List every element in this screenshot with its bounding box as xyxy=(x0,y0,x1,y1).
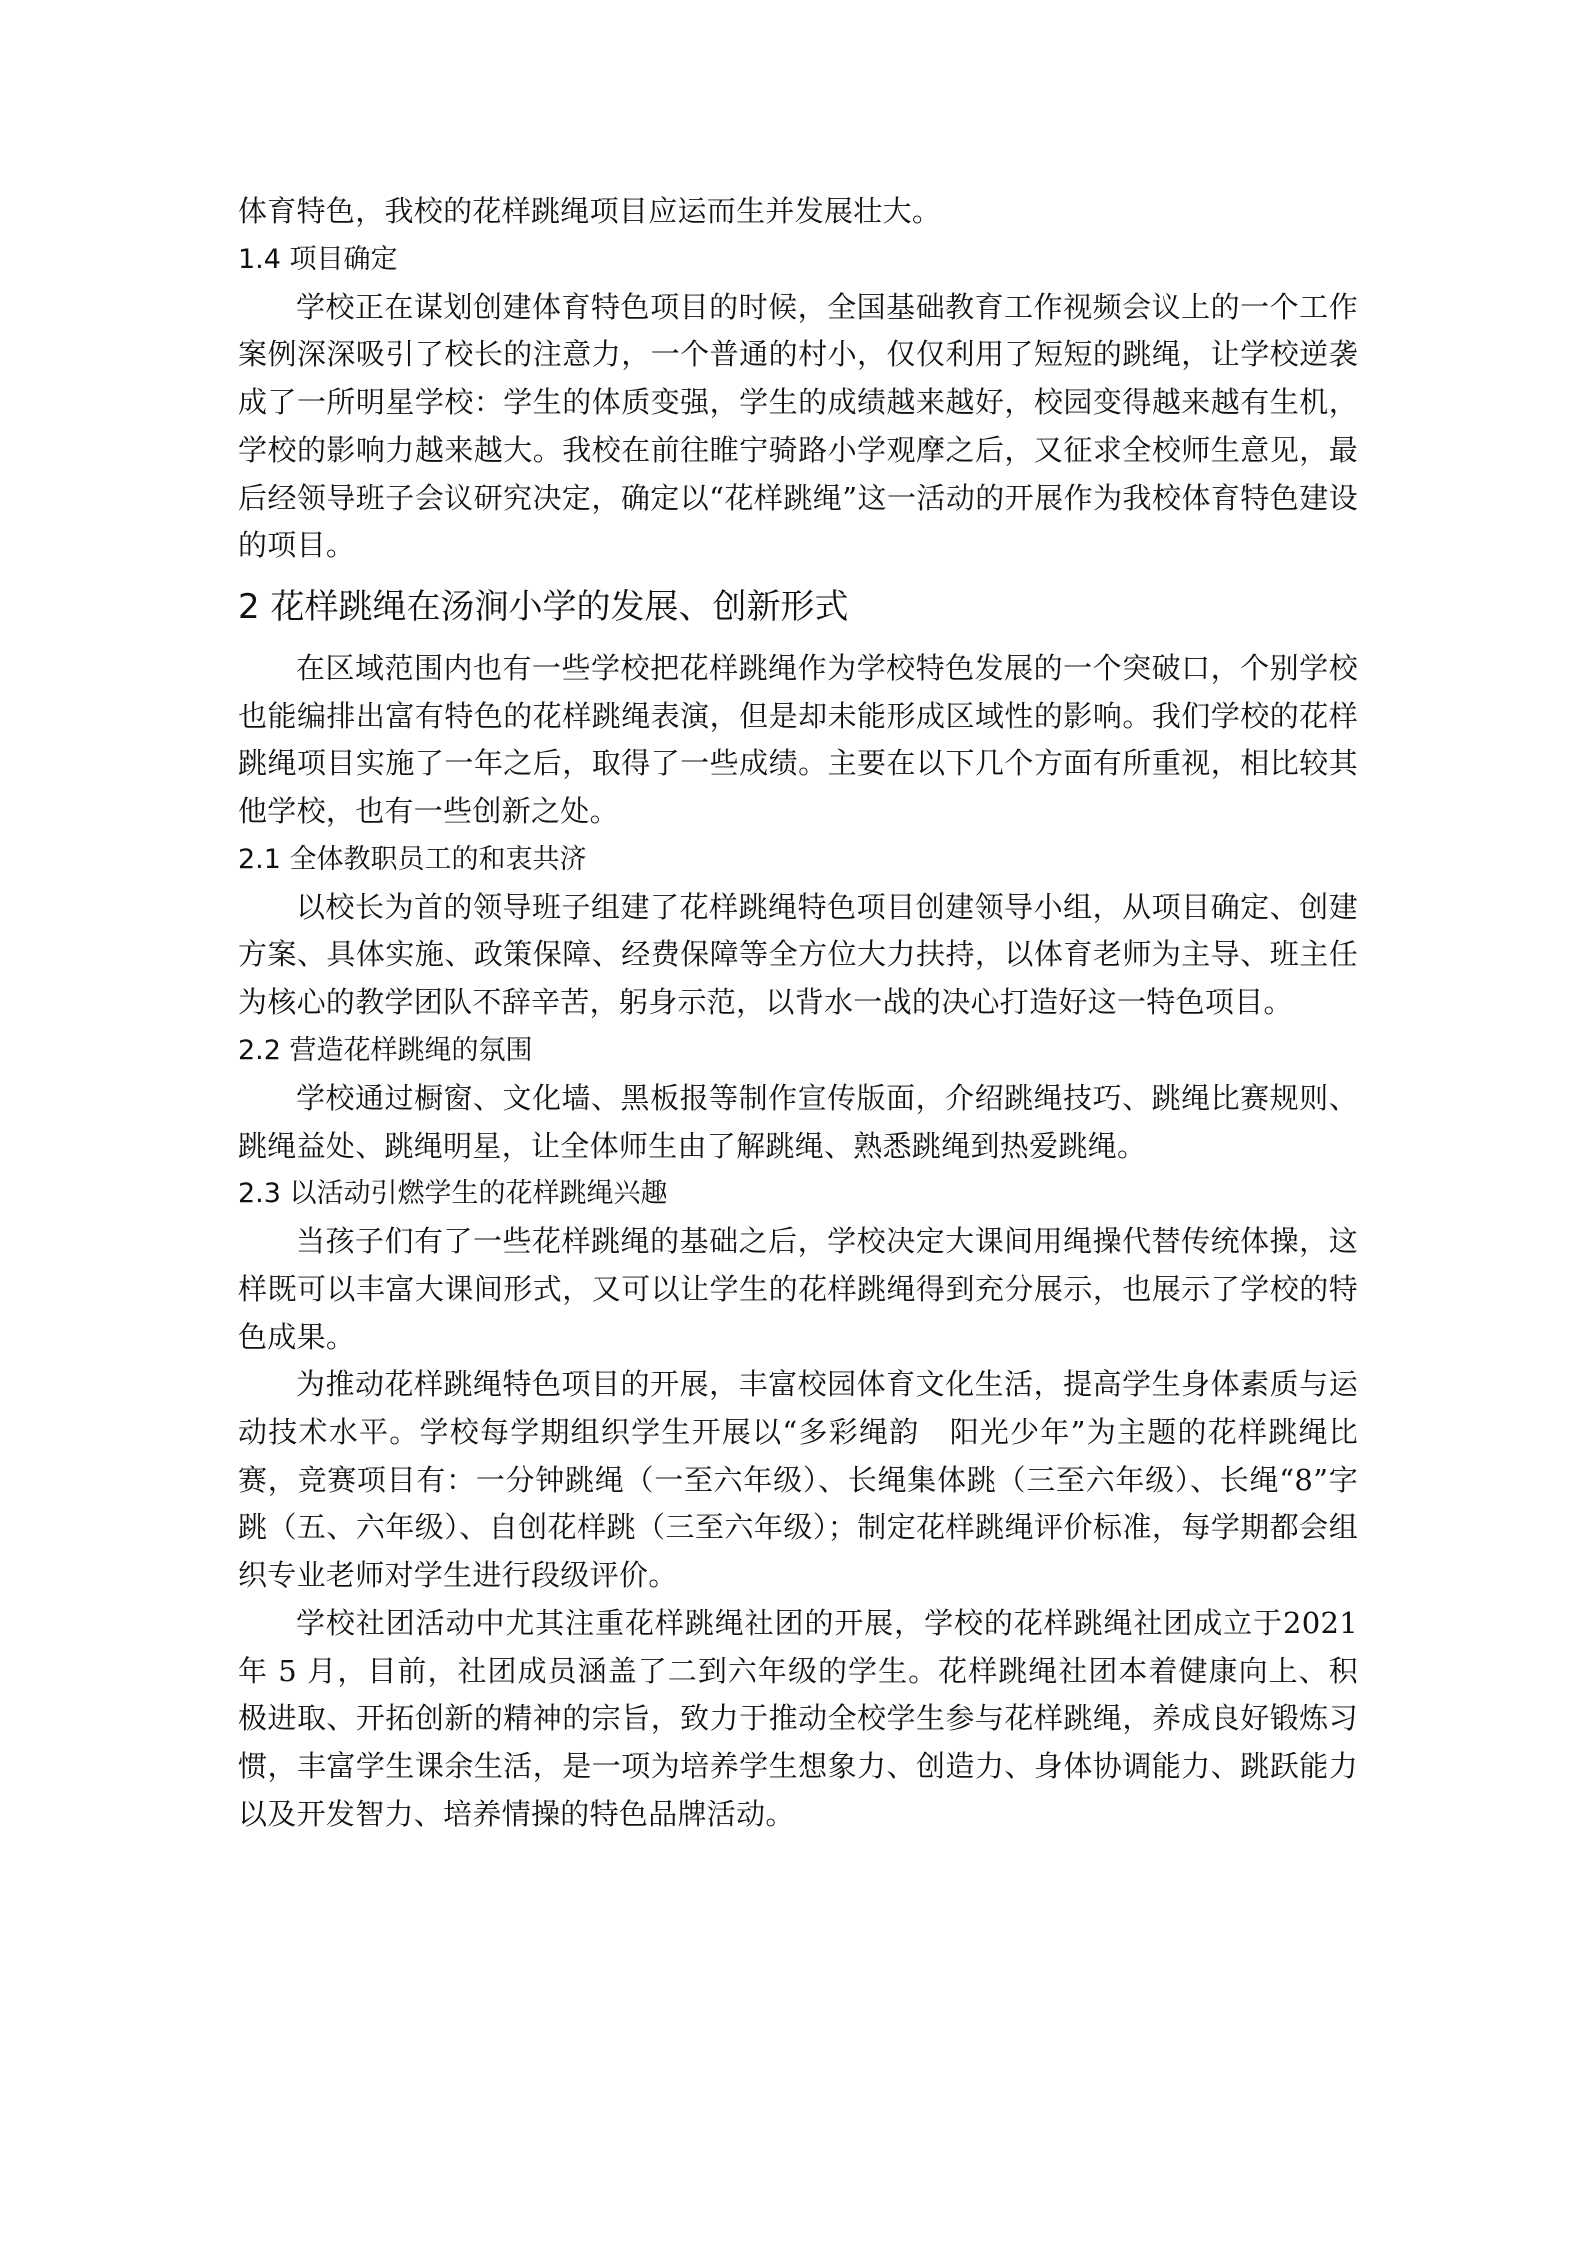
section-2-1-paragraph: 以校长为首的领导班子组建了花样跳绳特色项目创建领导小组，从项目确定、创建方案、具体实施、政策保障、经费保障等全方位大力扶持，以体育老师为主导、班主任为核心的教学团队不辞辛苦，躬身示范，以背水一战的决心打造好这一特色项目。 xyxy=(238,889,1358,1020)
section-1-4-paragraph: 学校正在谋划创建体育特色项目的时候，全国基础教育工作视频会议上的一个工作案例深深吸引了校长的注意力，一个普通的村小，仅仅利用了短短的跳绳，让学校逆袭成了一所明星学校：学生的体质变强，学生的成绩越来越好，校园变得越来越有生机，学校的影响力越来越大。我校在前往睢宁骑路小学观摩之后，又征求全校师生意见，最后经领导班子会议研究决定，确定以“花样跳绳”这一活动的开展作为我校体育特色建设的项目。 xyxy=(238,289,1358,563)
section-2-3-paragraph-2: 为推动花样跳绳特色项目的开展，丰富校园体育文化生活，提高学生身体素质与运动技术水平。学校每学期组织学生开展以“多彩绳韵 阳光少年”为主题的花样跳绳比赛，竞赛项目有：一分钟跳绳（一至六年级）、长绳集体跳（三至六年级）、长绳“8”字跳（五、六年级）、自创花样跳（三至六年级）；制定花样跳绳评价标准，每学期都会组织专业老师对学生进行段级评价。 xyxy=(238,1367,1358,1593)
section-2-paragraph: 在区域范围内也有一些学校把花样跳绳作为学校特色发展的一个突破口，个别学校也能编排出富有特色的花样跳绳表演，但是却未能形成区域性的影响。我们学校的花样跳绳项目实施了一年之后，取得了一些成绩。主要在以下几个方面有所重视，相比较其他学校，也有一些创新之处。 xyxy=(238,650,1358,829)
section-2-3-paragraph-1: 当孩子们有了一些花样跳绳的基础之后，学校决定大课间用绳操代替传统体操，这样既可以丰富大课间形式，又可以让学生的花样跳绳得到充分展示，也展示了学校的特色成果。 xyxy=(238,1224,1358,1354)
section-2-3-heading: 2.3 以活动引燃学生的花样跳绳兴趣 xyxy=(238,1178,668,1210)
section-1-4-heading: 1.4 项目确定 xyxy=(238,243,398,275)
section-2-2-heading: 2.2 营造花样跳绳的氛围 xyxy=(238,1034,533,1066)
section-2-3-paragraph-3: 学校社团活动中尤其注重花样跳绳社团的开展，学校的花样跳绳社团成立于2021 年 5 月，目前，社团成员涵盖了二到六年级的学生。花样跳绳社团本着健康向上、积极进取、开拓创新的精神的宗旨，致力于推动全校学生参与花样跳绳，养成良好锻炼习惯，丰富学生课余生活，是一项为培养学生想象力、创造力、身体协调能力、跳跃能力以及开发智力、培养情操的特色品牌活动。 xyxy=(238,1605,1358,1831)
section-2-heading: 2 花样跳绳在汤涧小学的发展、创新形式 xyxy=(238,586,849,627)
document-page xyxy=(238,188,1358,1838)
section-2-2-paragraph: 学校通过橱窗、文化墙、黑板报等制作宣传版面，介绍跳绳技巧、跳绳比赛规则、跳绳益处、跳绳明星，让全体师生由了解跳绳、熟悉跳绳到热爱跳绳。 xyxy=(238,1080,1358,1163)
section-2-1-heading: 2.1 全体教职员工的和衷共济 xyxy=(238,843,587,875)
continuation-paragraph: 体育特色，我校的花样跳绳项目应运而生并发展壮大。 xyxy=(238,194,942,228)
